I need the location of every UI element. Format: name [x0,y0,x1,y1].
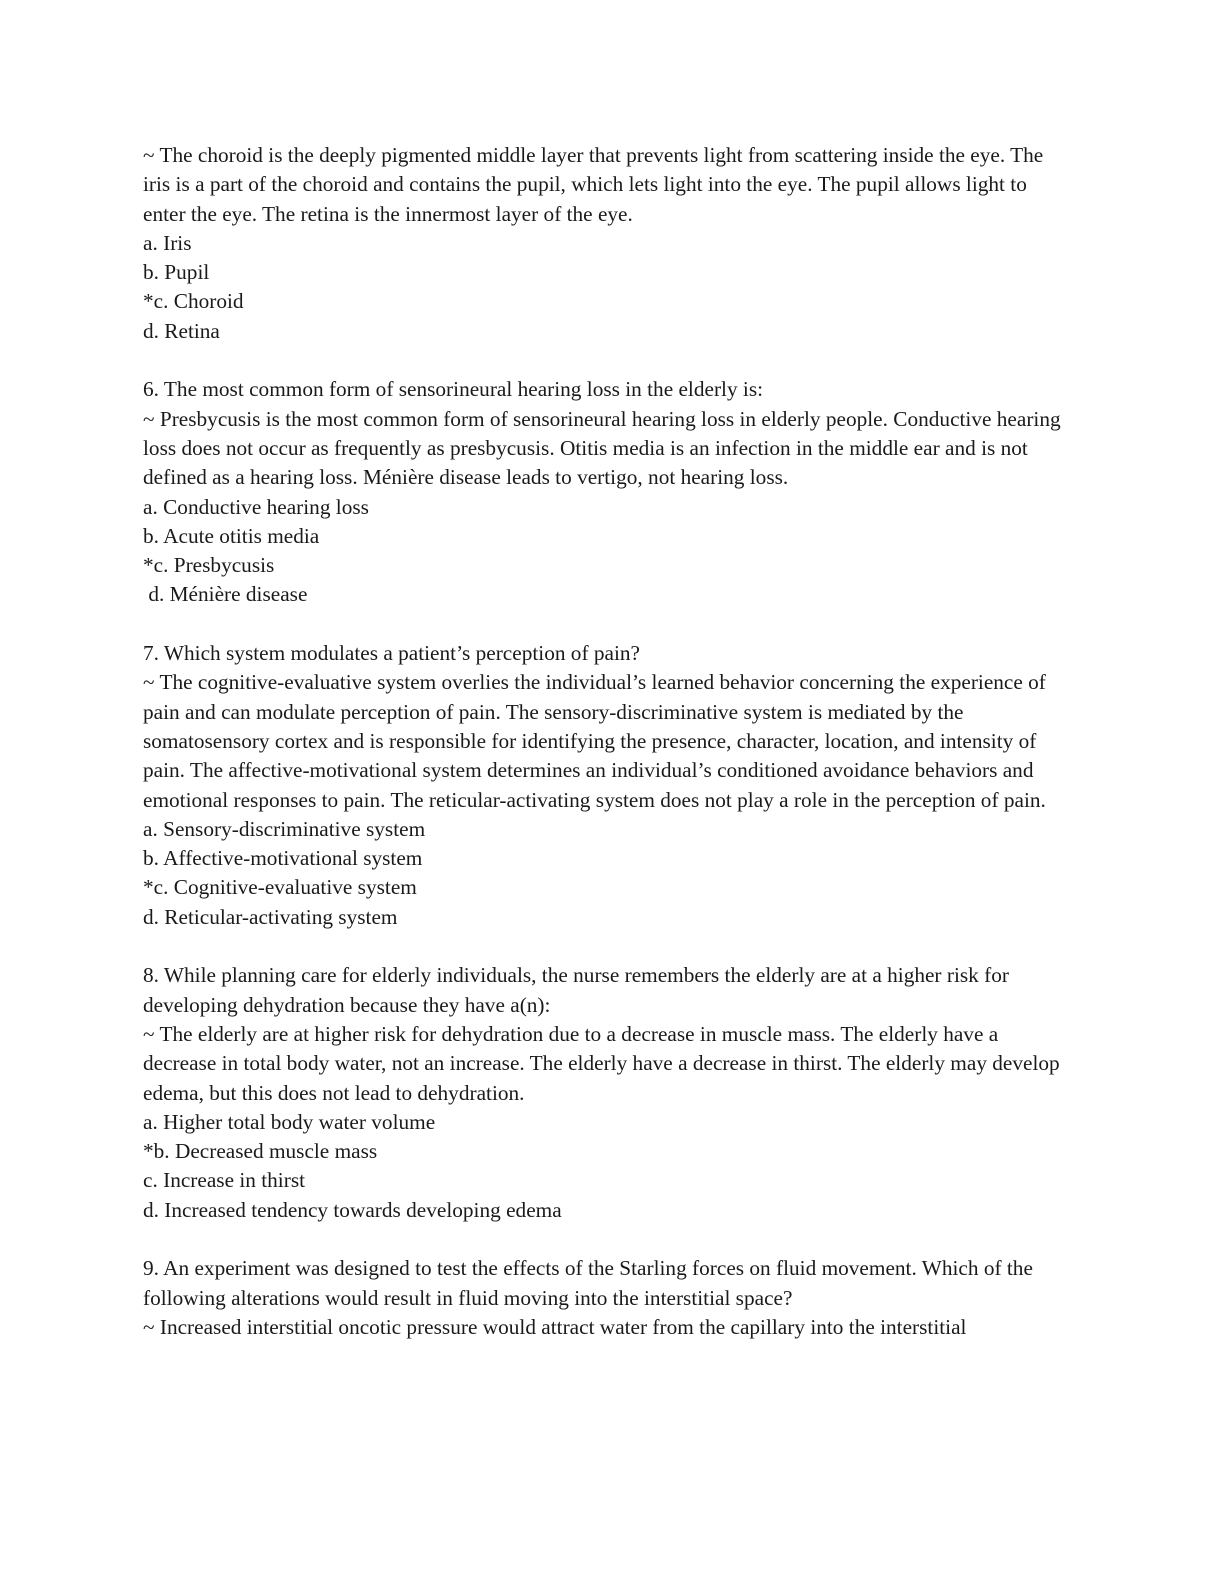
question-5-block [143,141,1073,346]
q8-rationale: ~ The elderly are at higher risk for dehydration due to a decrease in muscle mass. The elderly have a decrease in total body water, not an increase. The elderly have a decrease in thirst. The elderly may develop edema, but this does not lead to dehydration. [143,1021,1060,1105]
q6-option-a: a. Conductive hearing loss [143,494,369,519]
q8-question: 8. While planning care for elderly individuals, the nurse remembers the elderly are at a higher risk for developing dehydration because they have a(n): [143,963,1009,1017]
q8-option-d: d. Increased tendency towards developing edema [143,1197,562,1222]
page-content [143,141,1073,1342]
q6-question: 6. The most common form of sensorineural hearing loss in the elderly is: [143,377,764,402]
q9-rationale: ~ Increased interstitial oncotic pressure would attract water from the capillary into the interstitial [143,1314,967,1339]
q8-option-b-correct: *b. Decreased muscle mass [143,1139,378,1164]
q7-rationale: ~ The cognitive-evaluative system overlies the individual’s learned behavior concerning the experience of pain and can modulate perception of pain. The sensory-discriminative system is mediated by the somatosensory cortex and is responsible for identifying the presence, character, location, and intensity of pain. The affective-motivational system determines an individual’s conditioned avoidance behaviors and emotional responses to pain. The reticular-activating system does not play a role in the perception of pain. [143,670,1046,812]
q5-option-a: a. Iris [143,230,192,255]
q6-option-c-correct: *c. Presbycusis [143,553,275,578]
q8-option-c: c. Increase in thirst [143,1168,306,1193]
q7-option-d: d. Reticular-activating system [143,904,398,929]
q8-option-a: a. Higher total body water volume [143,1109,436,1134]
question-6-block [143,375,1073,609]
q6-rationale: ~ Presbycusis is the most common form of sensorineural hearing loss in elderly people. Conductive hearing loss does not occur as frequently as presbycusis. Otitis media is an infection in the middle ear and is not defined as a hearing loss. Ménière disease leads to vertigo, not hearing loss. [143,406,1061,490]
q5-option-d: d. Retina [143,318,220,343]
q9-question: 9. An experiment was designed to test the effects of the Starling forces on fluid movement. Which of the following alterations would result in fluid moving into the interstitial space? [143,1256,1033,1310]
q6-option-d: d. Ménière disease [143,582,308,607]
q5-option-b: b. Pupil [143,260,210,285]
q5-rationale: ~ The choroid is the deeply pigmented middle layer that prevents light from scattering inside the eye. The iris is a part of the choroid and contains the pupil, which lets light into the eye. The pupil allows light to enter the eye. The retina is the innermost layer of the eye. [143,143,1044,226]
q7-question: 7. Which system modulates a patient’s perception of pain? [143,641,640,666]
question-9-block [143,1254,1073,1342]
question-7-block [143,639,1073,932]
q7-option-a: a. Sensory-discriminative system [143,816,426,841]
question-8-block [143,961,1073,1225]
q7-option-c-correct: *c. Cognitive-evaluative system [143,875,417,900]
q7-option-b: b. Affective-motivational system [143,846,423,871]
q6-option-b: b. Acute otitis media [143,523,320,548]
q5-option-c-correct: *c. Choroid [143,289,244,314]
